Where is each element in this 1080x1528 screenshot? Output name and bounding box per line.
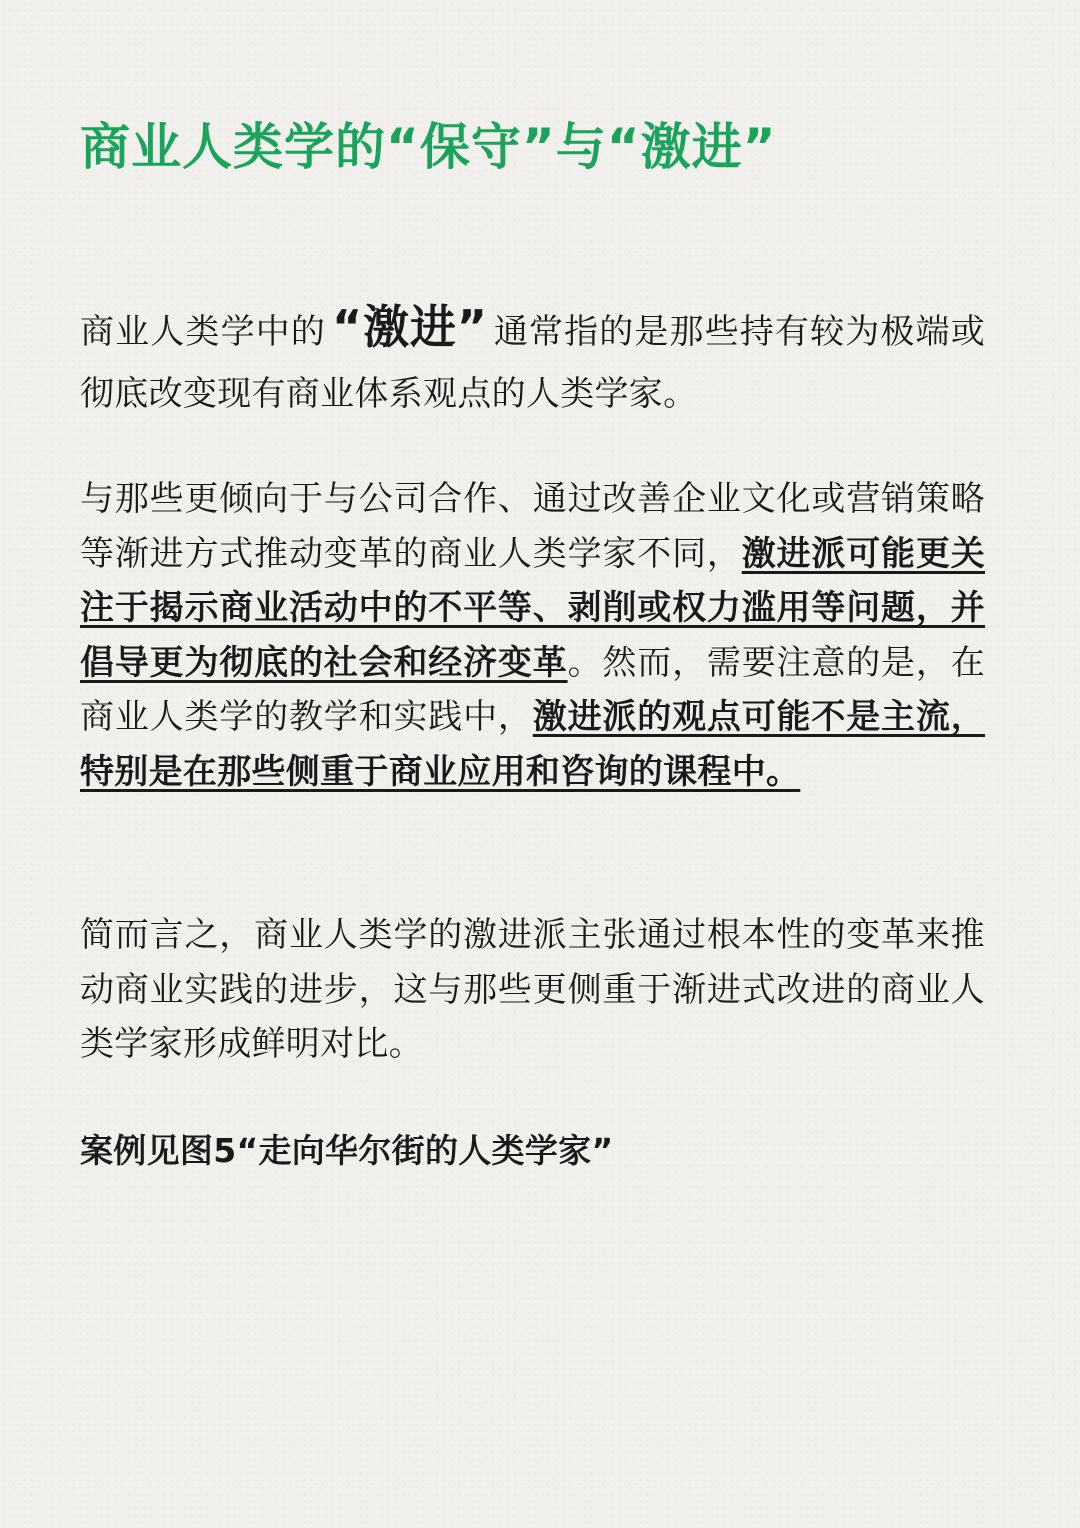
contrast-text-1: 与那些更倾向于与公司合作、通过改善企业文化或营销策略等渐进方式推动变革的商业人类学家不同， [80,479,985,574]
radical-highlight: “激进” [332,300,487,354]
paragraph-contrast [80,472,985,799]
emphasis-radical-focus: 激进派可能更关注于揭示商业活动中的不平等、剥削或权力滥用等问题，并倡导更为彻底的社会和经济变革 [80,533,985,683]
paragraph-definition [80,296,985,425]
emphasis-not-mainstream: 激进派的观点可能不是主流，特别是在那些侧重于商业应用和咨询的课程中。 [80,697,985,792]
definition-lead: 商业人类学中的 [80,312,326,352]
definition-rest: 通常指的是那些持有较为极端或彻底改变现有商业体系观点的人类学家。 [80,312,985,414]
contrast-text-2: 。然而，需要注意的是，在商业人类学的教学和实践中， [80,642,985,737]
case-reference: 案例见图5“走向华尔街的人类学家” [80,1131,614,1170]
paragraph-summary: 简而言之，商业人类学的激进派主张通过根本性的变革来推动商业实践的进步，这与那些更侧重于渐进式改进的商业人类学家形成鲜明对比。 [80,915,985,1064]
article-title: 商业人类学的“保守”与“激进” [80,118,777,176]
